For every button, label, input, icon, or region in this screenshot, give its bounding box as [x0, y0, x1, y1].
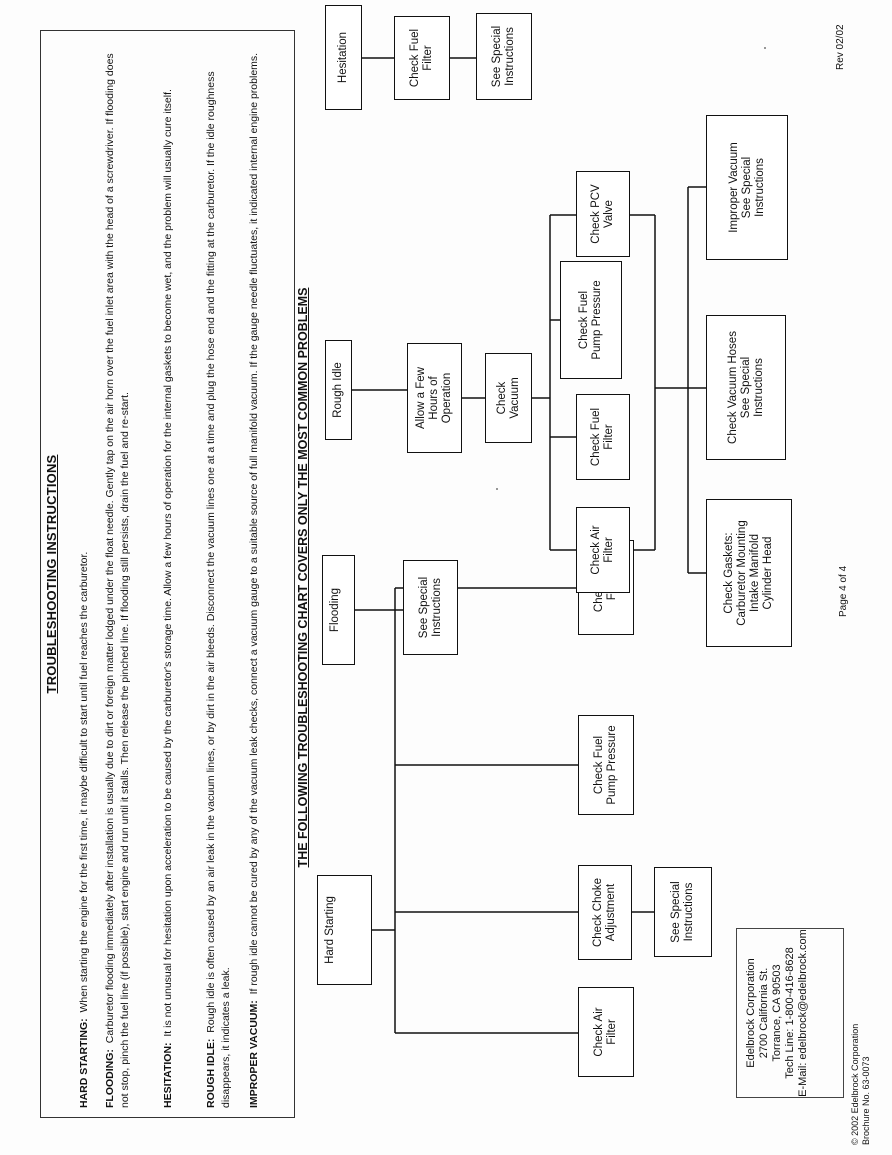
chart-title: THE FOLLOWING TROUBLESHOOTING CHART COVERS ONLY THE MOST COMMON PROBLEMS — [296, 287, 310, 868]
node-ri-allow-few-hours: Allow a Few Hours of Operation — [407, 343, 462, 453]
node-ri-check-gaskets: Check Gaskets: Carburetor Mounting Intake Manifold Cylinder Head — [706, 499, 792, 647]
node-hs-check-choke-adjustment: Check Choke Adjustment — [578, 865, 632, 960]
speck — [496, 488, 498, 490]
revision-label: Rev 02/02 — [835, 24, 846, 70]
instruction-label: HESITATION: — [162, 1042, 174, 1108]
node-he-check-fuel-filter: Check Fuel Filter — [394, 16, 450, 100]
copyright-text: © 2002 Edelbrock Corporation — [850, 1023, 860, 1145]
instruction-label: ROUGH IDLE: — [205, 1038, 217, 1108]
instruction-text: Carburetor flooding immediately after installation is usually due to dirt or foreign matter lodged under the float needle. Gently tap on the air horn over the fuel inlet area with the head of a screwdriver. If flooding does not stop, pinch the fuel line (if possible), start engine and run until it stalls. Then release the pinched line. If flooding still persists, drain the fuel and re-start. — [104, 53, 131, 1108]
instruction-text: If rough idle cannot be cured by any of the vacuum leak checks, connect a vacuum gauge to a suitable source of full manifold vacuum. If the gauge needle fluctuates, it indicated internal engine problems. — [248, 52, 260, 995]
instruction-label: FLOODING: — [104, 1049, 116, 1108]
company-email: E-Mail: edelbrock@edelbrock.com — [797, 929, 809, 1097]
instruction-label: IMPROPER VACUUM: — [248, 1000, 260, 1108]
instruction-label: HARD STARTING: — [78, 1018, 90, 1108]
brochure-number: Brochure No. 63-0073 — [861, 1056, 871, 1145]
node-hard-starting: Hard Starting — [317, 875, 372, 985]
tech-line: Tech Line: 1-800-416-8628 — [784, 947, 796, 1079]
node-hs-check-air-filter: Check Air Filter — [578, 987, 634, 1077]
instruction-text: It is not unusual for hesitation upon acceleration to be caused by the carburetor's storage time. Allow a few hours of operation for the internal gaskets to become wet, and the problem will usually cure itself. — [162, 89, 174, 1037]
company-address-box — [736, 928, 844, 1098]
node-hs-see-special-instructions: See Special Instructions — [654, 867, 712, 957]
speck — [764, 47, 766, 49]
node-ri-check-air-filter: Check Air Filter — [576, 507, 630, 593]
node-he-see-special-instructions: See Special Instructions — [476, 13, 532, 100]
node-ri-check-vacuum-hoses: Check Vacuum Hoses See Special Instructions — [706, 315, 786, 460]
node-hs-check-fuel-pump-pressure: Check Fuel Pump Pressure — [578, 715, 634, 815]
instructions-title: TROUBLESHOOTING INSTRUCTIONS — [44, 454, 59, 694]
instruction-text: Rough idle is often caused by an air leak in the vacuum lines, or by dirt in the air bleeds. Disconnect the vacuum lines one at a time and plug the hose end and the fitting at the carburetor. If the idle roughness disappears, it indicates a leak. — [205, 71, 232, 1108]
node-ri-check-pcv-valve: Check PCV Valve — [576, 171, 630, 257]
company-name: Edelbrock Corporation — [745, 958, 757, 1068]
node-ri-check-fuel-filter: Check Fuel Filter — [576, 394, 630, 480]
node-ri-check-fuel-pump-pressure: Check Fuel Pump Pressure — [560, 261, 622, 379]
page-number: Page 4 of 4 — [838, 565, 849, 617]
node-ri-improper-vacuum: Improper Vacuum See Special Instructions — [706, 115, 788, 260]
company-city: Torrance, CA 90503 — [771, 964, 783, 1062]
node-fl-see-special-instructions: See Special Instructions — [403, 560, 458, 655]
node-rough-idle: Rough Idle — [325, 340, 352, 440]
instruction-text: When starting the engine for the first time, it maybe difficult to start until fuel reaches the carburetor. — [78, 551, 90, 1013]
company-street: 2700 California St. — [758, 967, 770, 1059]
node-ri-check-vacuum: Check Vacuum — [485, 353, 532, 443]
node-hesitation: Hesitation — [325, 5, 362, 110]
node-flooding: Flooding — [322, 555, 355, 665]
